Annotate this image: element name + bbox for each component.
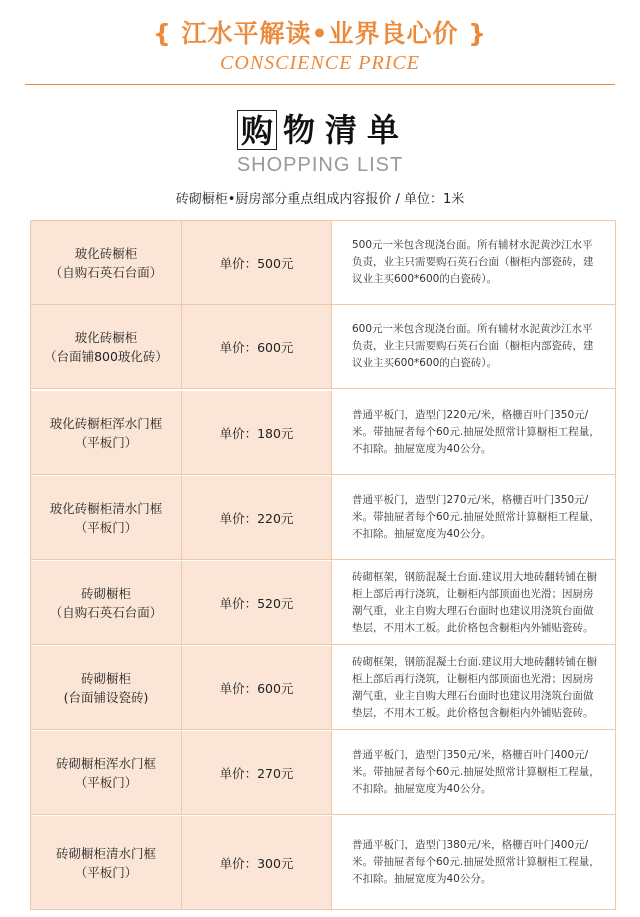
item-price-cell bbox=[182, 731, 332, 814]
item-desc: 砖砌框架，钢筋混凝土台面.建议用大地砖翻转铺在橱柜上部后再行浇筑，让橱柜内部顶面也光滑；因厨房潮气重，业主自购大理石台面时也建议用浇筑台面做垫层，不用木工板。此价格包含橱柜内外铺贴瓷砖。 bbox=[352, 570, 597, 634]
item-desc-cell bbox=[332, 221, 615, 304]
title-char-3: 清 bbox=[324, 111, 357, 149]
shopping-list-subtitle: SHOPPING LIST bbox=[236, 154, 404, 176]
item-name-cell bbox=[31, 646, 182, 729]
table-row bbox=[31, 221, 615, 305]
item-name: 玻化砖橱柜清水门框 （平板门） bbox=[49, 500, 163, 535]
header-divider bbox=[25, 84, 615, 85]
price-table bbox=[30, 220, 616, 910]
item-desc: 普通平板门，造型门220元/米，格栅百叶门350元/米。带抽屉者每个60元.抽屉处照常计算橱柜工程量，不扣除。抽屉宽度为40公分。 bbox=[352, 409, 600, 455]
item-desc-cell bbox=[332, 476, 615, 559]
item-desc-cell bbox=[332, 305, 615, 388]
item-price: 单价：180元 bbox=[219, 425, 294, 441]
item-desc-cell bbox=[332, 646, 615, 729]
item-name-cell bbox=[31, 221, 182, 304]
item-desc: 普通平板门，造型门350元/米，格栅百叶门400元/米。带抽屉者每个60元.抽屉处照常计算橱柜工程量，不扣除。抽屉宽度为40公分。 bbox=[352, 749, 600, 795]
item-desc: 500元一米包含现浇台面。所有辅材水泥黄沙江水平负责，业主只需要购石英石台面（橱柜内部瓷砖，建议业主买600*600的白瓷砖）。 bbox=[352, 239, 594, 285]
shopping-list-title bbox=[0, 110, 640, 150]
item-price: 单价：500元 bbox=[219, 255, 294, 271]
item-price-cell bbox=[182, 221, 332, 304]
item-price: 单价：270元 bbox=[219, 765, 294, 781]
title-char-4: 单 bbox=[366, 111, 399, 149]
item-price-cell bbox=[182, 646, 332, 729]
table-row bbox=[31, 646, 615, 730]
item-name: 砖砌橱柜清水门框 （平板门） bbox=[55, 845, 156, 880]
item-price-cell bbox=[182, 305, 332, 388]
item-name: 玻化砖橱柜 （台面铺800玻化砖） bbox=[44, 329, 168, 364]
item-desc-cell bbox=[332, 731, 615, 814]
table-row bbox=[31, 731, 615, 815]
item-name: 玻化砖橱柜 （自购石英石台面） bbox=[49, 245, 163, 280]
item-desc: 600元一米包含现浇台面。所有辅材水泥黄沙江水平负责，业主只需要购石英石台面（橱柜内部瓷砖，建议业主买600*600的白瓷砖）。 bbox=[352, 323, 594, 369]
table-row bbox=[31, 476, 615, 560]
title-char-1: 购 bbox=[237, 110, 277, 150]
item-price-cell bbox=[182, 561, 332, 644]
item-desc: 普通平板门，造型门380元/米，格栅百叶门400元/米。带抽屉者每个60元.抽屉处照常计算橱柜工程量，不扣除。抽屉宽度为40公分。 bbox=[352, 839, 600, 885]
item-name: 砖砌橱柜 （自购石英石台面） bbox=[49, 585, 163, 620]
item-name-cell bbox=[31, 731, 182, 814]
item-name-cell bbox=[31, 391, 182, 474]
item-name-cell bbox=[31, 476, 182, 559]
item-price: 单价：600元 bbox=[219, 339, 294, 355]
item-price: 单价：300元 bbox=[219, 855, 294, 871]
item-name: 玻化砖橱柜浑水门框 （平板门） bbox=[49, 415, 163, 450]
table-row bbox=[31, 816, 615, 909]
item-price: 单价：520元 bbox=[219, 595, 294, 611]
price-caption: 砖砌橱柜•厨房部分重点组成内容报价 / 单位：1米 bbox=[175, 192, 465, 207]
item-price-cell bbox=[182, 391, 332, 474]
item-desc: 普通平板门，造型门270元/米，格栅百叶门350元/米。带抽屉者每个60元.抽屉处照常计算橱柜工程量，不扣除。抽屉宽度为40公分。 bbox=[352, 494, 600, 540]
item-name-cell bbox=[31, 305, 182, 388]
page-header bbox=[0, 0, 640, 86]
item-name: 砖砌橱柜浑水门框 （平板门） bbox=[55, 755, 156, 790]
header-title-en: CONSCIENCE PRICE bbox=[220, 52, 420, 74]
item-price: 单价：600元 bbox=[219, 680, 294, 696]
item-desc-cell bbox=[332, 391, 615, 474]
item-desc-cell bbox=[332, 561, 615, 644]
item-name: 砖砌橱柜 (台面铺设瓷砖) bbox=[63, 670, 149, 705]
item-name-cell bbox=[31, 561, 182, 644]
item-desc: 砖砌框架，钢筋混凝土台面.建议用大地砖翻转铺在橱柜上部后再行浇筑，让橱柜内部顶面也光滑；因厨房潮气重，业主自购大理石台面时也建议用浇筑台面做垫层，不用木工板。此价格包含橱柜内外铺贴瓷砖。 bbox=[352, 655, 597, 719]
item-price-cell bbox=[182, 816, 332, 909]
title-char-2: 物 bbox=[282, 111, 315, 149]
table-row bbox=[31, 391, 615, 475]
header-title-cn: { 江水平解读•业界良心价 } bbox=[153, 19, 487, 48]
item-price-cell bbox=[182, 476, 332, 559]
table-row bbox=[31, 561, 615, 645]
item-name-cell bbox=[31, 816, 182, 909]
table-row bbox=[31, 305, 615, 389]
item-price: 单价：220元 bbox=[219, 510, 294, 526]
item-desc-cell bbox=[332, 816, 615, 909]
